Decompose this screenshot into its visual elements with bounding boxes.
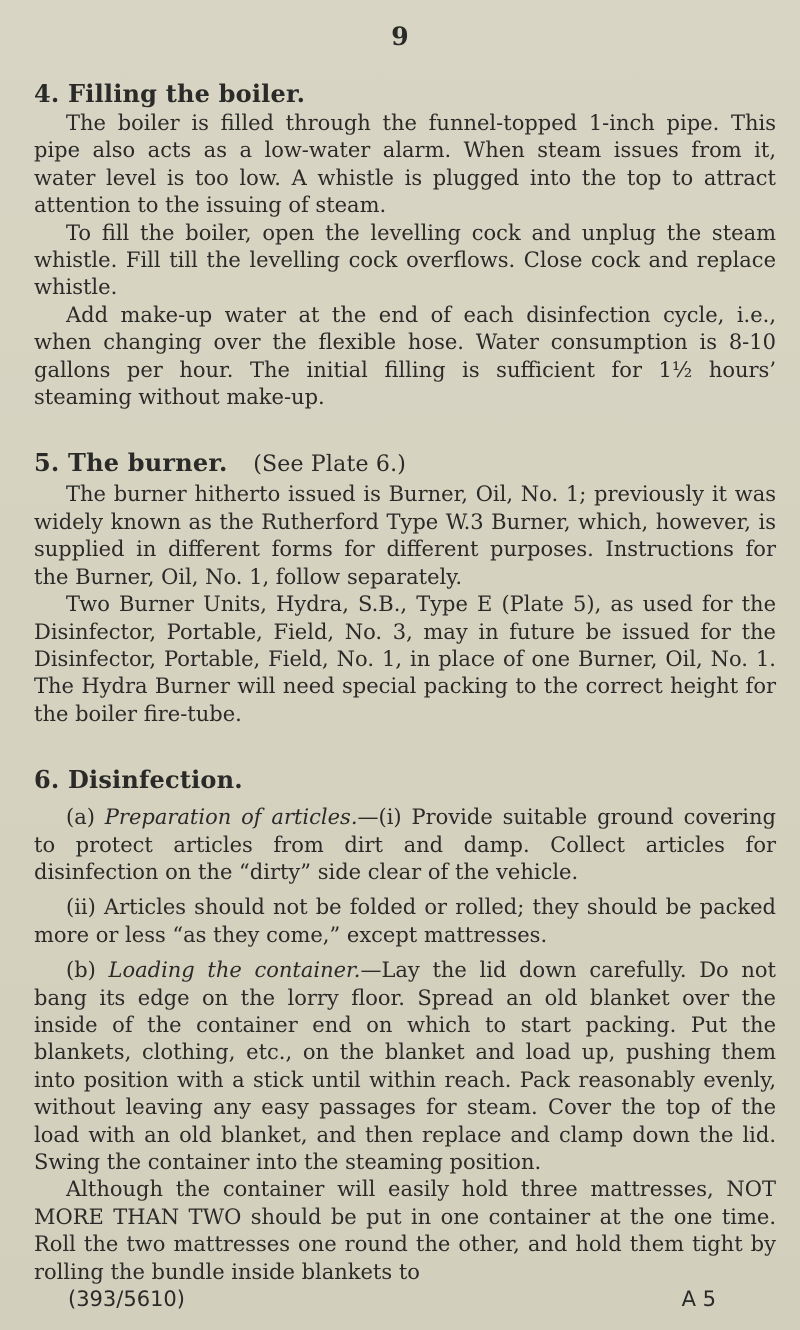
section-title: 5. The burner. — [34, 448, 228, 478]
page-number: 9 — [391, 22, 409, 51]
subsection-preparation — [34, 804, 776, 886]
spacer — [34, 728, 776, 764]
subsection-title: Loading the container. — [108, 958, 361, 983]
paragraph: (ii) Articles should not be folded or rolled; they should be packed more or less “as they come,” except mattresses. — [34, 895, 776, 947]
spacer — [34, 886, 776, 894]
spacer — [34, 796, 776, 804]
section-heading-burner — [34, 447, 776, 481]
paragraph: Two Burner Units, Hydra, S.B., Type E (Plate 5), as used for the Disinfector, Portable, Field, No. 3, may in future be issued for the Disinfector, Portable, Field, No. 1, in place of one Burner, Oil, No. 1. The Hydra Burner will need special packing to the correct height for the boiler fire-tube. — [34, 592, 776, 726]
page-content — [34, 78, 776, 1313]
signature-mark: A 5 — [681, 1287, 716, 1312]
paragraph: The burner hitherto issued is Burner, Oil, No. 1; previously it was widely known as the Rutherford Type W.3 Burner, which, however, is supplied in different forms for different purposes. Instructions for the Burner, Oil, No. 1, follow separately. — [34, 482, 776, 589]
subsection-text: —Lay the lid down carefully. Do not bang its edge on the lorry floor. Spread an old blanket over the inside of the container end on which to start packing. Put the blankets, clothing, etc., on the blanket and load up, pushing them into position with a stick until within reach. Pack reasonably evenly, without leaving any easy passages for steam. Cover the top of the load with an old blanket, and then replace and clamp down the lid. Swing the container into the steaming position. — [34, 958, 776, 1174]
paragraph: The boiler is filled through the funnel-topped 1-inch pipe. This pipe also acts as a low-water alarm. When steam issues from it, water level is too low. A whistle is plugged into the top to attract attention to the issuing of steam. — [34, 111, 776, 218]
paragraph: Add make-up water at the end of each disinfection cycle, i.e., when changing over the flexible hose. Water consumption is 8-10 gallons per hour. The initial filling is sufficient for 1½ hours’ steaming without make-up. — [34, 302, 776, 410]
subsection-label: (a) — [66, 805, 95, 830]
section-heading-filling-boiler: 4. Filling the boiler. — [34, 79, 306, 108]
page-footer — [34, 1286, 776, 1313]
print-code: (393/5610) — [68, 1287, 185, 1312]
paragraph: Although the container will easily hold three mattresses, NOT MORE THAN TWO should be put in one container at the one time. Roll the two mattresses one round the other, and hold them tight by rolling the bundle inside blankets to — [34, 1177, 776, 1284]
subsection-loading — [34, 957, 776, 1176]
subsection-text: —(i) Provide suitable ground covering to protect articles from dirt and damp. Collect articles for disinfection on the “dirty” side clear of the vehicle. — [34, 805, 776, 884]
spacer — [34, 411, 776, 447]
plate-reference: (See Plate 6.) — [253, 452, 407, 478]
subsection-label: (b) — [66, 958, 96, 983]
section-heading-disinfection: 6. Disinfection. — [34, 765, 243, 795]
spacer — [34, 949, 776, 957]
subsection-title: Preparation of articles. — [104, 805, 358, 830]
paragraph: To fill the boiler, open the levelling cock and unplug the steam whistle. Fill till the levelling cock overflows. Close cock and replace whistle. — [34, 220, 776, 300]
